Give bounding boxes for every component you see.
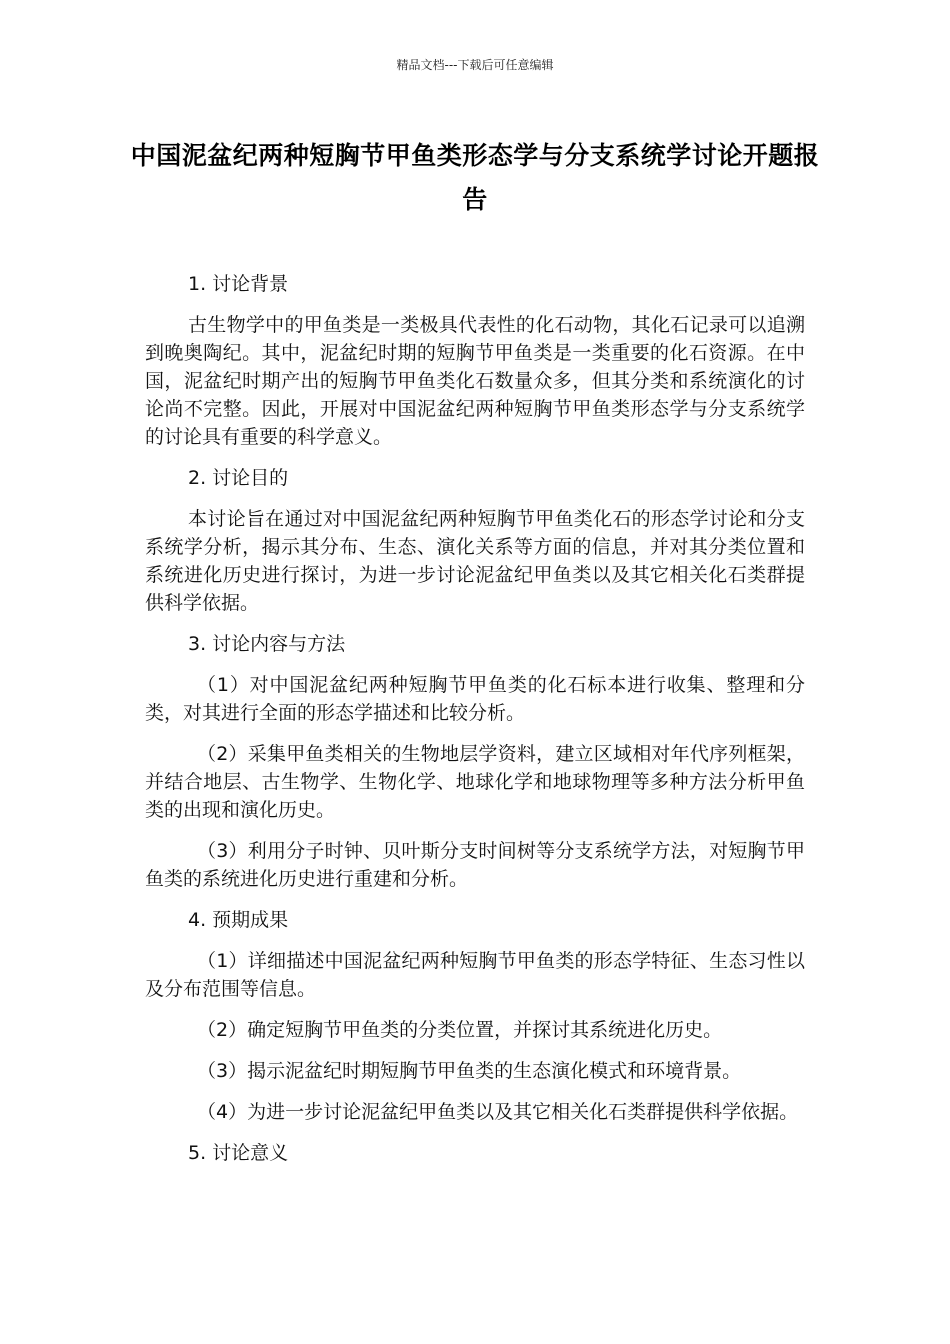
section-heading-results: 4. 预期成果 bbox=[188, 909, 289, 931]
section-heading-methods: 3. 讨论内容与方法 bbox=[188, 633, 346, 655]
results-item: （2）确定短胸节甲鱼类的分类位置，并探讨其系统进化历史。 bbox=[197, 1019, 723, 1041]
header-note: 精品文档---下载后可任意编辑 bbox=[396, 58, 554, 72]
results-item: （4）为进一步讨论泥盆纪甲鱼类以及其它相关化石类群提供科学依据。 bbox=[197, 1101, 799, 1123]
page-title: 中国泥盆纪两种短胸节甲鱼类形态学与分支系统学讨论开题报告 bbox=[130, 141, 820, 214]
background-paragraph: 古生物学中的甲鱼类是一类极具代表性的化石动物，其化石记录可以追溯到晚奥陶纪。其中，泥盆纪时期的短胸节甲鱼类是一类重要的化石资源。在中国，泥盆纪时期产出的短胸节甲鱼类化石数量众多，但其分类和系统演化的讨论尚不完整。因此，开展对中国泥盆纪两种短胸节甲鱼类形态学与分支系统学的讨论具有重要的科学意义。 bbox=[145, 314, 805, 448]
section-heading-significance: 5. 讨论意义 bbox=[188, 1142, 289, 1164]
document-body bbox=[145, 270, 805, 1180]
section-heading-purpose: 2. 讨论目的 bbox=[188, 467, 289, 489]
methods-item: （1）对中国泥盆纪两种短胸节甲鱼类的化石标本进行收集、整理和分类，对其进行全面的形态学描述和比较分析。 bbox=[145, 674, 805, 724]
section-heading-background: 1. 讨论背景 bbox=[188, 273, 289, 295]
results-item: （3）揭示泥盆纪时期短胸节甲鱼类的生态演化模式和环境背景。 bbox=[197, 1060, 742, 1082]
results-item: （1）详细描述中国泥盆纪两种短胸节甲鱼类的形态学特征、生态习性以及分布范围等信息。 bbox=[145, 950, 805, 1000]
purpose-paragraph: 本讨论旨在通过对中国泥盆纪两种短胸节甲鱼类化石的形态学讨论和分支系统学分析，揭示其分布、生态、演化关系等方面的信息，并对其分类位置和系统进化历史进行探讨，为进一步讨论泥盆纪甲鱼类以及其它相关化石类群提供科学依据。 bbox=[145, 508, 805, 614]
methods-item: （3）利用分子时钟、贝叶斯分支时间树等分支系统学方法，对短胸节甲鱼类的系统进化历史进行重建和分析。 bbox=[145, 840, 805, 890]
methods-item: （2）采集甲鱼类相关的生物地层学资料，建立区域相对年代序列框架，并结合地层、古生物学、生物化学、地球化学和地球物理等多种方法分析甲鱼类的出现和演化历史。 bbox=[145, 743, 805, 821]
